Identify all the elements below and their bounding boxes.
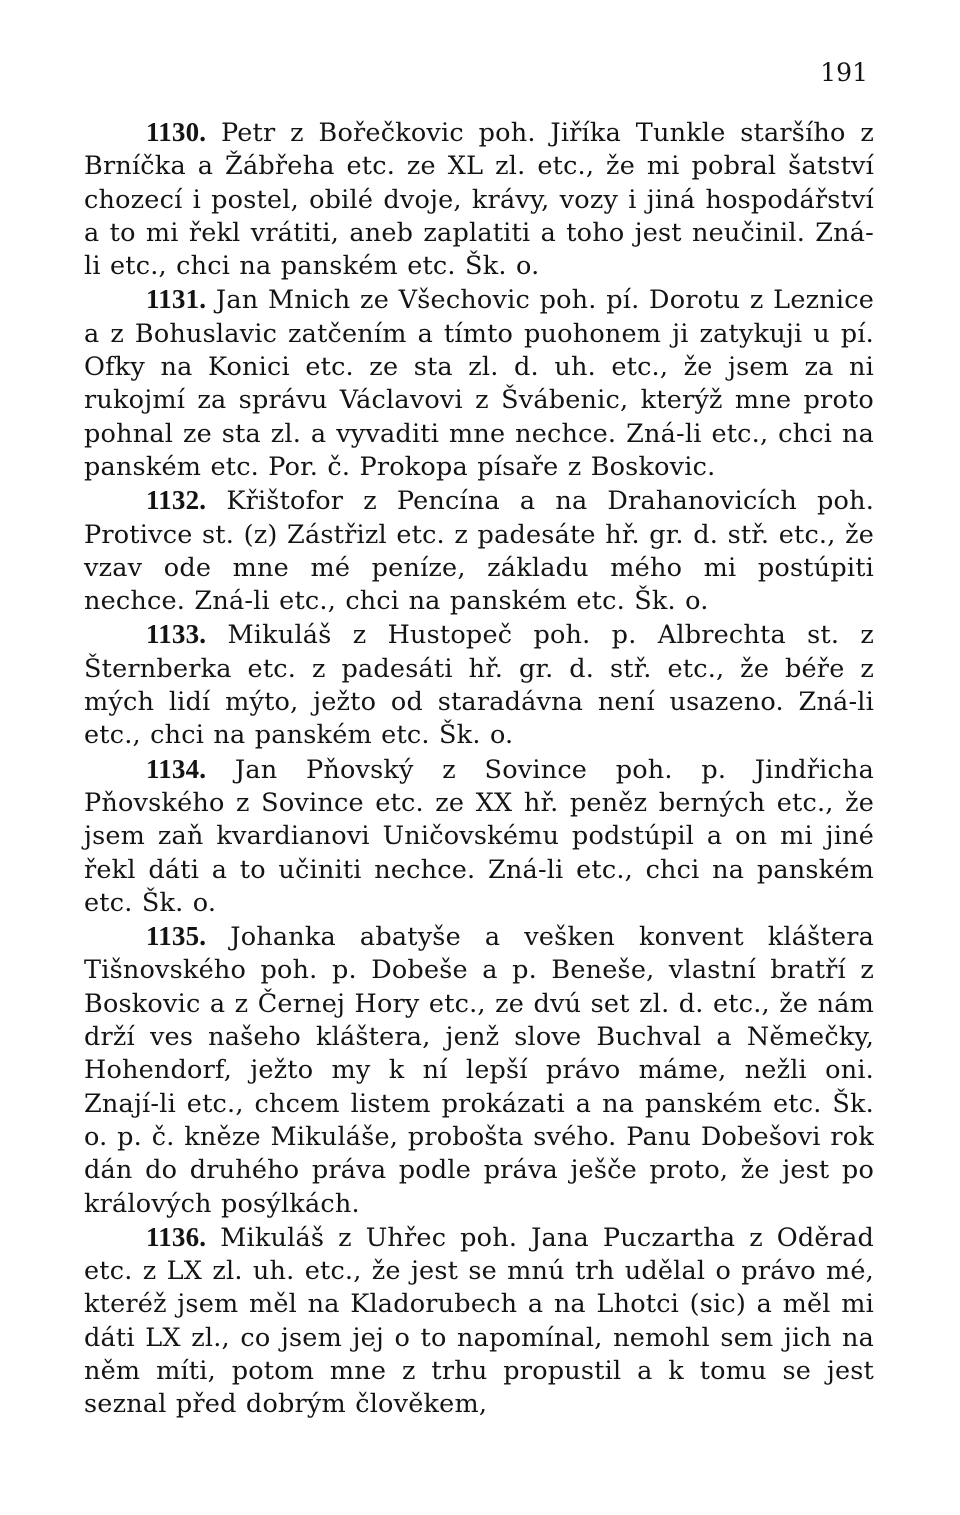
entry-number: 1133. <box>146 619 207 650</box>
entry-text: Křištofor z Pencína a na Drahanovicích poh. Protivce st. (z) Zástřizl etc. z padesáte hř. gr. d. stř. etc., že vzav ode mne mé peníze, základu mého mi postúpiti nechce. Zná-li etc., chci na panském etc. Šk. o. <box>84 486 875 617</box>
entry-text: Mikuláš z Uhřec poh. Jana Puczartha z Oděrad etc. z LX zl. uh. etc., že jest se mnú trh udělal o právo mé, kteréž jsem měl na Kladorubech a na Lhotci (sic) a měl mi dáti LX zl., co jsem jej o to napomínal, nemohl sem jich na něm míti, potom mne z trhu propustil a k tomu se jest seznal před dobrým člověkem, <box>84 1222 875 1420</box>
entry-text: Jan Pňovský z Sovince poh. p. Jindřicha Pňovského z Sovince etc. ze XX hř. peněz berných etc., že jsem zaň kvardianovi Uničovskému podstúpil a on mi jiné řekl dáti a to učiniti nechce. Zná-li etc., chci na panském etc. Šk. o. <box>84 754 874 918</box>
entry-text: Petr z Bořečkovic poh. Jiříka Tunkle staršího z Brníčka a Žábřeha etc. ze XL zl. etc., že mi pobral šatství chozecí i postel, obilé dvoje, krávy, vozy i jiná hospodářství a to mi řekl vrátiti, aneb zaplatiti a toho jest neučinil. Zná-li etc., chci na panském etc. Šk. o. <box>84 118 875 282</box>
entries-list <box>84 116 874 1422</box>
entry-text: Jan Mnich ze Všechovic poh. pí. Dorotu z Leznice a z Bohuslavic zatčením a tímto puohonem ji zatykuji u pí. Ofky na Konici etc. ze sta zl. d. uh. etc., že jsem za ni rukojmí za správu Václavovi z Švábenic, kterýž mne proto pohnal ze sta zl. a vyvaditi mne nechce. Zná-li etc., chci na panském etc. Por. č. Prokopa písaře z Boskovic. <box>84 285 874 482</box>
entry-text: Mikuláš z Hustopeč poh. p. Albrechta st. z Šternberka etc. z padesáti hř. gr. d. stř. etc., že béře z mých lidí mýto, ježto od staradávna není usazeno. Zná-li etc., chci na panském etc. Šk. o. <box>84 620 874 751</box>
entry-number: 1136. <box>146 1221 207 1252</box>
entry-number: 1130. <box>146 117 207 147</box>
entry-1134 <box>84 753 874 920</box>
entry-1133 <box>84 618 874 752</box>
entry-1131 <box>84 283 874 484</box>
entry-1130 <box>84 116 874 283</box>
entry-number: 1132. <box>146 485 207 516</box>
entry-number: 1135. <box>146 921 207 952</box>
entry-1136 <box>84 1221 874 1422</box>
entry-number: 1131. <box>146 284 207 315</box>
entry-1135 <box>84 920 874 1221</box>
entry-text: Johanka abatyše a vešken konvent kláštera Tišnovského poh. p. Dobeše a p. Beneše, vlastní bratří z Boskovic a z Černej Hory etc., ze dvú set zl. d. etc., že nám drží ves našeho kláštera, jenž slove Buchval a Němečky, Hohendorf, ježto my k ní lepší právo máme, nežli oni. Znají-li etc., chcem listem prokázati a na panském etc. Šk. o. p. č. kněze Mikuláše, probošta svého. Panu Dobešovi rok dán do druhého práva podle práva ješče proto, že jest po králových posýlkách. <box>84 922 875 1219</box>
entry-number: 1134. <box>146 753 207 784</box>
page-number: 191 <box>820 58 868 87</box>
entry-1132 <box>84 484 874 618</box>
